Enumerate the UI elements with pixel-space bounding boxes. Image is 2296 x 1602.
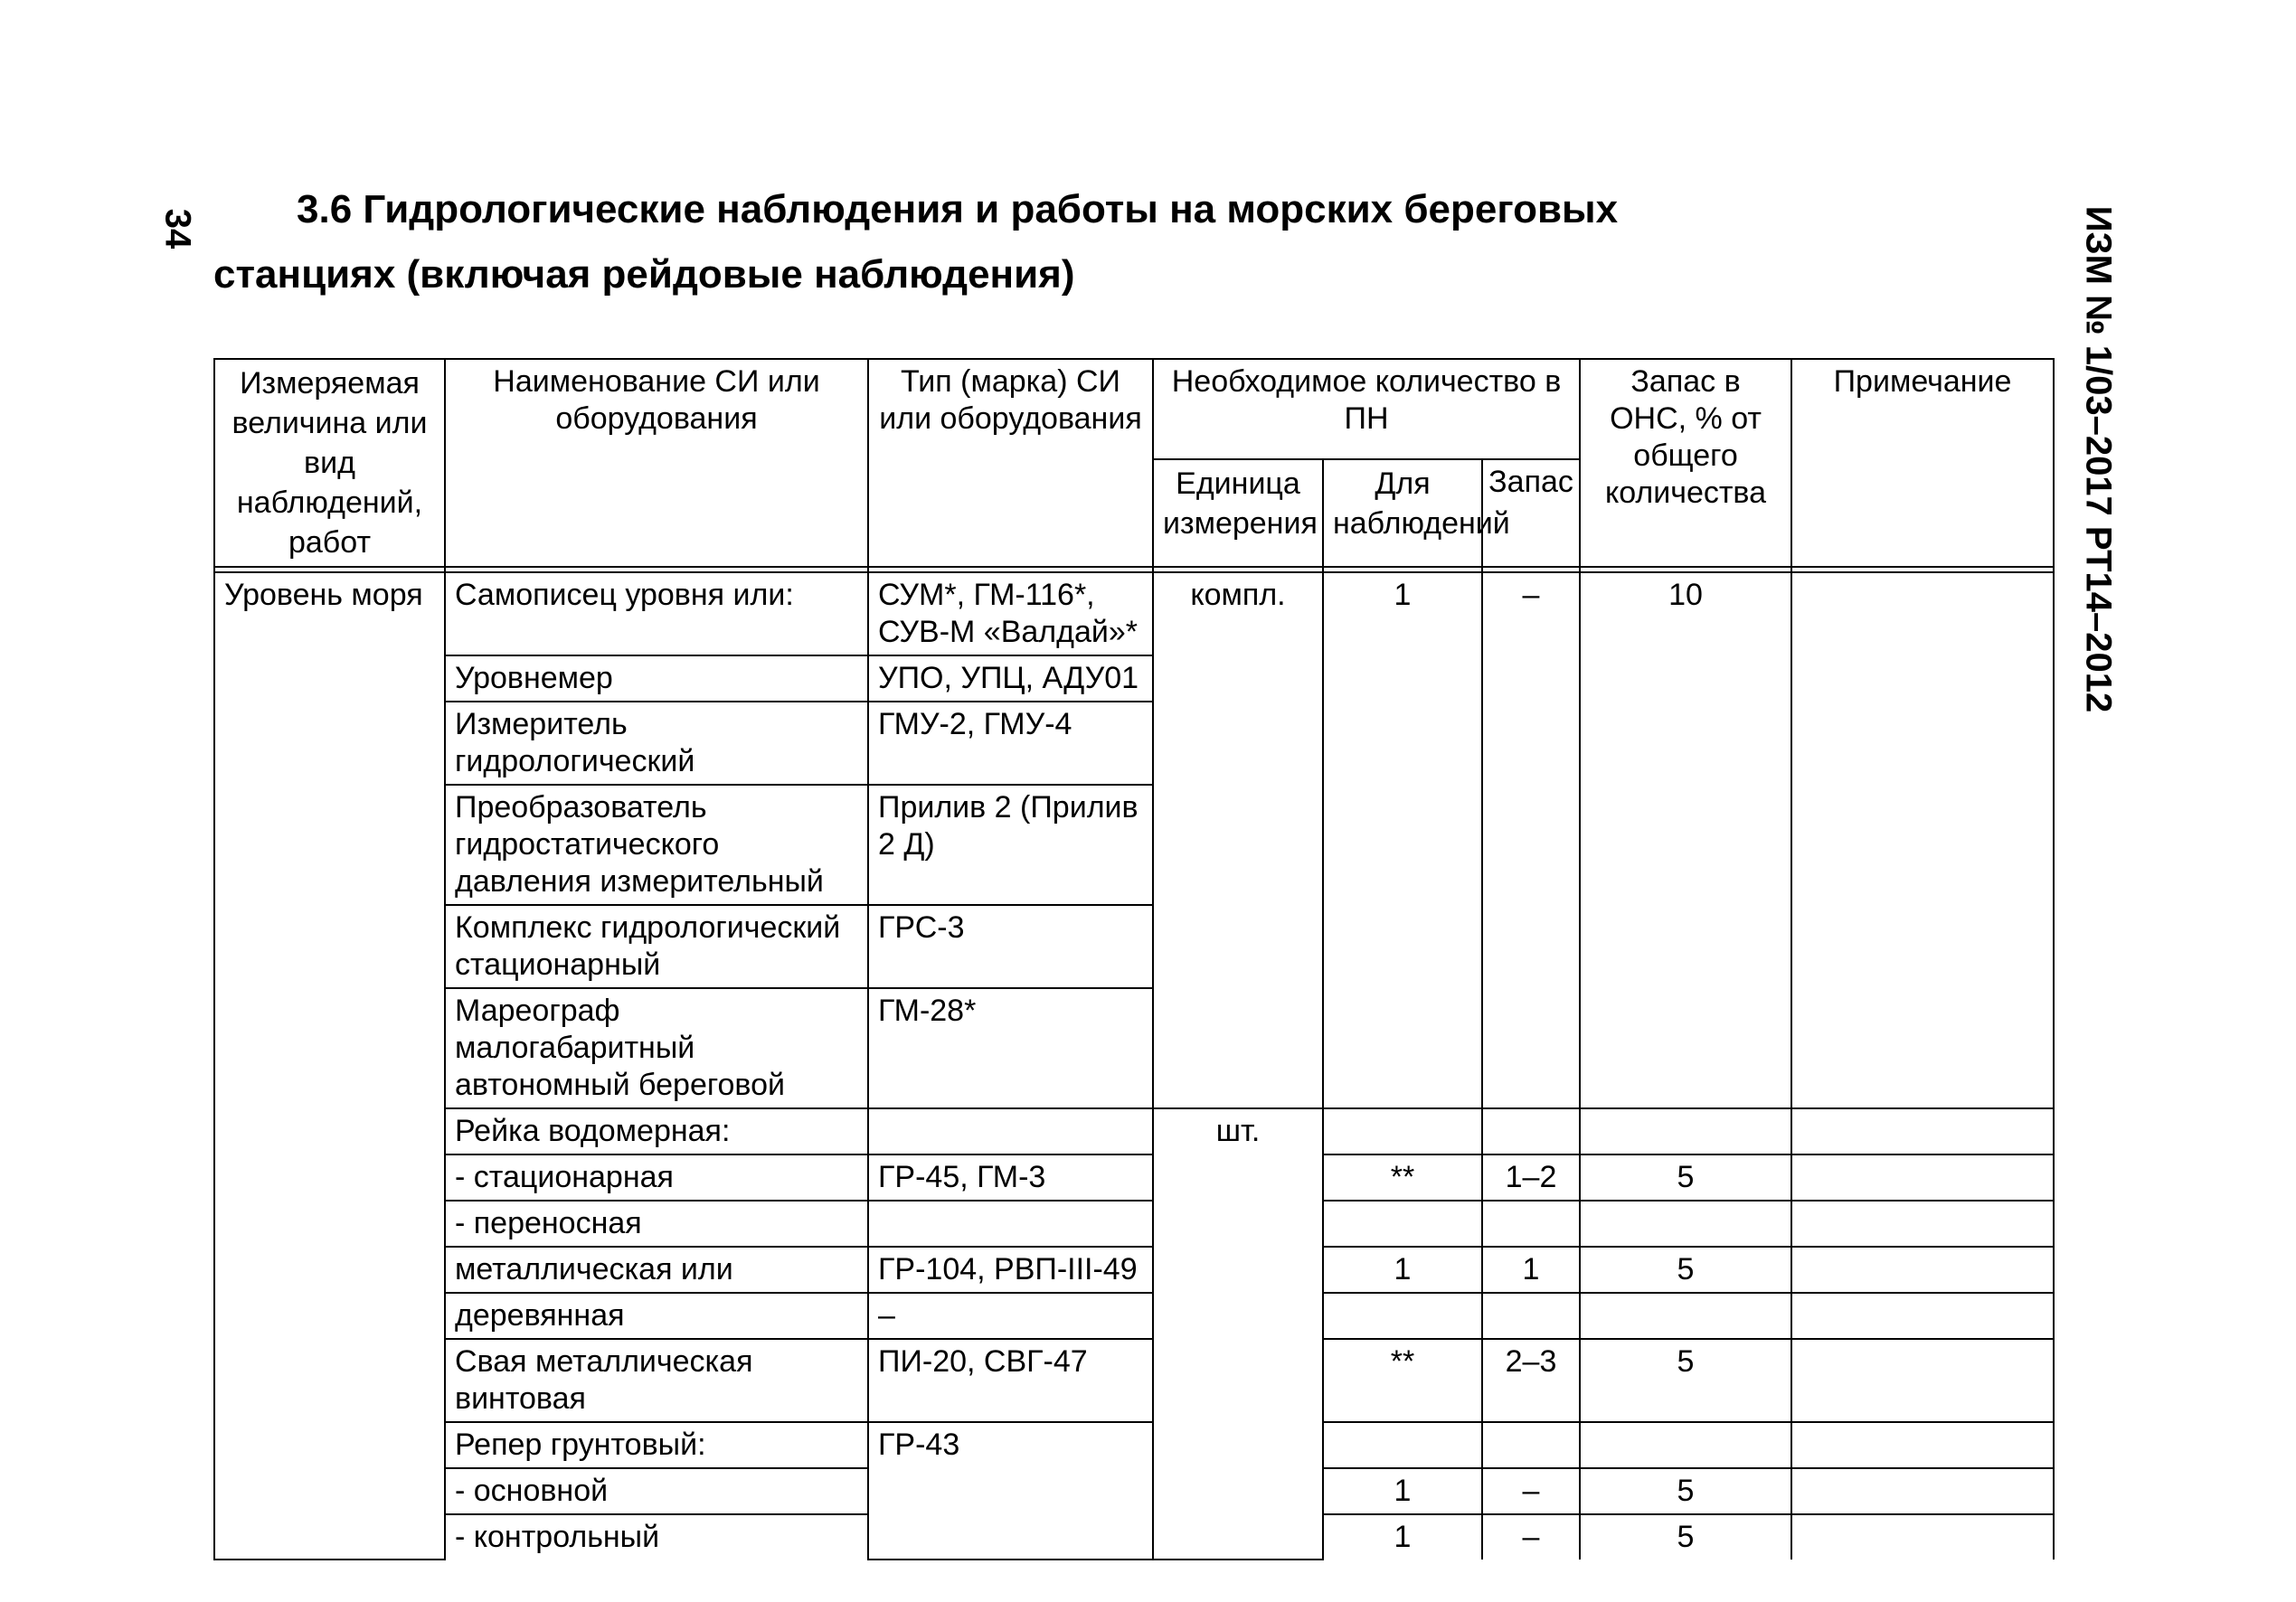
row-name: Преобразователь гидростатического давления измерительный	[445, 785, 868, 905]
document-designation-text: ИЗМ № 1/03–2017 РТ14–2012	[2078, 205, 2119, 713]
row-name: Мареограф малогабаритный автономный береговой	[445, 988, 868, 1108]
row-reserve: –	[1482, 1468, 1580, 1514]
staff-title: Рейка водомерная:	[445, 1108, 868, 1154]
row-reserve: 1	[1482, 1247, 1580, 1293]
section-heading	[213, 177, 1986, 307]
row-note	[1791, 1468, 2054, 1514]
block1-unit: компл.	[1153, 572, 1323, 1108]
row-ons-reserve: 5	[1580, 1468, 1791, 1514]
portable-title: - переносная	[445, 1201, 868, 1247]
row-for-observations: 1	[1323, 1247, 1482, 1293]
table-row	[214, 1339, 2054, 1422]
row-for-observations: **	[1323, 1154, 1482, 1201]
table-row	[214, 1422, 2054, 1468]
row-name: деревянная	[445, 1293, 868, 1339]
header-unit: Единица измерения	[1153, 459, 1323, 567]
row-name: Комплекс гидрологический стационарный	[445, 905, 868, 988]
row-type: ГР-104, РВП-III-49	[868, 1247, 1153, 1293]
table-row	[214, 1201, 2054, 1247]
row-reserve: –	[1482, 1514, 1580, 1560]
row-type: ГР-45, ГМ-3	[868, 1154, 1153, 1201]
header-for-observations: Для наблюдений	[1323, 459, 1482, 567]
benchmark-type: ГР-43	[868, 1422, 1153, 1560]
row-note	[1791, 1247, 2054, 1293]
row-type: ГМУ-2, ГМУ-4	[868, 702, 1153, 785]
block2-unit: шт.	[1153, 1108, 1323, 1560]
row-note	[1791, 1514, 2054, 1560]
row-for-observations: 1	[1323, 1514, 1482, 1560]
table-row	[214, 1108, 2054, 1154]
table-row	[214, 1247, 2054, 1293]
block1-ons-reserve: 10	[1580, 572, 1791, 1108]
row-for-observations: 1	[1323, 1468, 1482, 1514]
row-type: Прилив 2 (Прилив 2 Д)	[868, 785, 1153, 905]
row-reserve: 2–3	[1482, 1339, 1580, 1422]
row-name: - основной	[445, 1468, 868, 1514]
document-designation	[2066, 188, 2130, 730]
row-name: Уровнемер	[445, 655, 868, 702]
row-name: Измеритель гидрологический	[445, 702, 868, 785]
header-reserve: Запас	[1482, 459, 1580, 567]
benchmark-title: Репер грунтовый:	[445, 1422, 868, 1468]
row-type: СУМ*, ГМ-116*, СУВ-М «Валдай»*	[868, 572, 1153, 655]
header-type: Тип (марка) СИ или оборудования	[868, 359, 1153, 567]
row-name: - контрольный	[445, 1514, 868, 1560]
header-name: Наименование СИ или оборудования	[445, 359, 868, 567]
table-row	[214, 1293, 2054, 1339]
row-name: металлическая или	[445, 1247, 868, 1293]
page-number: 34	[157, 208, 198, 250]
row-reserve: 1–2	[1482, 1154, 1580, 1201]
header-note: Примечание	[1791, 359, 2054, 567]
table-row	[214, 572, 2054, 655]
row-ons-reserve: 5	[1580, 1247, 1791, 1293]
row-note	[1791, 1339, 2054, 1422]
row-ons-reserve: 5	[1580, 1339, 1791, 1422]
staff-title-type	[868, 1108, 1153, 1154]
heading-line-1: 3.6 Гидрологические наблюдения и работы на морских береговых	[297, 187, 1619, 231]
table-row	[214, 1154, 2054, 1201]
heading-line-2: станциях (включая рейдовые наблюдения)	[213, 252, 1075, 297]
row-type: ПИ-20, СВГ-47	[868, 1339, 1153, 1422]
header-ons-reserve: Запас в ОНС, % от общего количества	[1580, 359, 1791, 567]
row-name: - стационарная	[445, 1154, 868, 1201]
block1-reserve: –	[1482, 572, 1580, 1108]
row-name: Свая металлическая винтовая	[445, 1339, 868, 1422]
row-name: Самописец уровня или:	[445, 572, 868, 655]
header-required-qty: Необходимое количество в ПН	[1153, 359, 1580, 459]
row-type: –	[868, 1293, 1153, 1339]
row-ons-reserve: 5	[1580, 1154, 1791, 1201]
block1-for-observations: 1	[1323, 572, 1482, 1108]
group-label: Уровень моря	[214, 572, 445, 1560]
header-measured: Измеряемая величина или вид наблюдений, работ	[214, 359, 445, 567]
row-for-observations: **	[1323, 1339, 1482, 1422]
block1-note	[1791, 572, 2054, 1108]
row-type: ГРС-3	[868, 905, 1153, 988]
row-type: ГМ-28*	[868, 988, 1153, 1108]
equipment-table	[213, 358, 2055, 1560]
row-ons-reserve: 5	[1580, 1514, 1791, 1560]
row-note	[1791, 1154, 2054, 1201]
row-type: УПО, УПЦ, АДУ01	[868, 655, 1153, 702]
